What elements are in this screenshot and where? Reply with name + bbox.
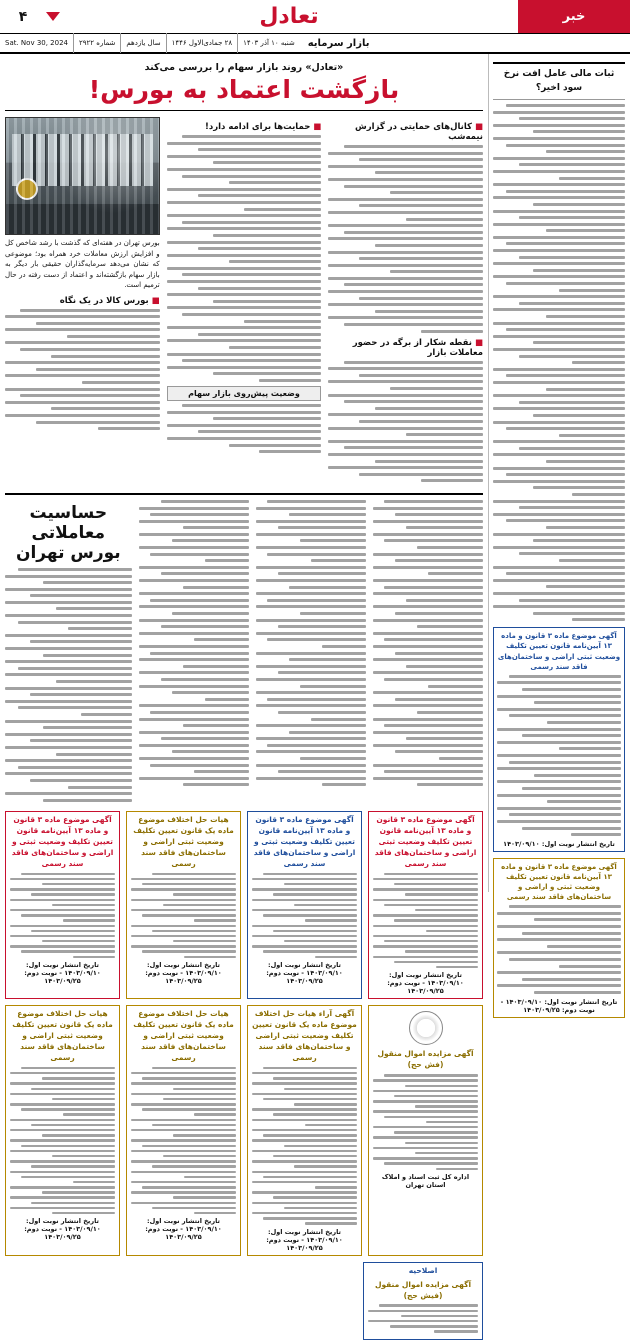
subhead-1: ■ حمایت‌ها برای ادامه دارد! [204, 122, 322, 132]
ad-box-1-footer: تاریخ انتشار نوبت اول: ۱۴۰۳/۰۹/۱۰ - نوبت دوم: ۱۴۰۳/۰۹/۲۵ [387, 971, 464, 996]
section-flag [518, 0, 630, 33]
lead-headline: بازگشت اعتماد به بورس! [88, 75, 400, 104]
lead-article-columns [5, 117, 483, 486]
ad-box-3-footer: تاریخ انتشار نوبت اول: ۱۴۰۳/۰۹/۱۰ - نوبت دوم: ۱۴۰۳/۰۹/۲۵ [145, 961, 222, 986]
lead-photo-caption: بورس تهران در هفته‌ای که گذشت با رشد شاخص کل و افزایش ارزش معاملات خرد همراه بود؛ موضوعی که نشان می‌دهد سرمایه‌گذاران حقیقی بار دیگر به بازار سهام بازگشته‌اند و اعتماد از دست رفته در حال ترمیم است. [4, 239, 160, 289]
section-flag-label: خبر [562, 9, 586, 24]
ad-correction-subtitle: آگهی مزایده اموال منقول (فیش حج) [374, 1279, 472, 1300]
bullet-icon-4: ■ [151, 295, 160, 306]
ads-row-1 [5, 811, 483, 999]
page-body [0, 54, 630, 1300]
lead-photo [5, 117, 160, 235]
middle-article [5, 500, 483, 805]
ad-box-8-title: هیات حل اختلاف موضوع ماده یک قانون تعیین تکلیف وضعیت ثبتی اراضی و ساختمان‌های فاقد سند رسمی [12, 1009, 113, 1062]
masthead-left [0, 0, 60, 33]
masthead-center [60, 0, 518, 33]
masthead [0, 0, 630, 34]
sidebar-headline: ثبات مالی عامل افت نرخ سود اخیر؟ [503, 69, 615, 93]
subhead-4: ■ نقطه شکار از برگه در حضور معاملات بازار [352, 337, 483, 358]
ad-box-5-footer: اداره کل ثبت اسناد و املاک استان تهران [381, 1172, 470, 1189]
main-column [0, 54, 488, 1300]
ad-box-6 [247, 1005, 362, 1255]
ad-box-6-footer: تاریخ انتشار نوبت اول: ۱۴۰۳/۰۹/۱۰ - نوبت دوم: ۱۴۰۳/۰۹/۲۵ [266, 1227, 343, 1252]
ad-box-6-title: آگهی آراء هیات حل اختلاف موضوع ماده یک قانون تعیین تکلیف وضعیت ثبتی اراضی و ساختمان‌های فاقد سند رسمی [252, 1009, 357, 1062]
ad-box-7 [126, 1005, 241, 1255]
ad-box-4-title: آگهی موضوع ماده ۳ قانون و ماده ۱۳ آیین‌نامه قانون تعیین تکلیف وضعیت ثبتی و اراضی و ساختمان‌های فاقد سند رسمی [11, 815, 114, 868]
date-part-2: سال یازدهم [120, 33, 165, 53]
middle-col-1 [373, 500, 483, 805]
middle-article-title: حساسیت معاملاتی بورس تهران [15, 502, 121, 563]
official-seal-icon [409, 1011, 443, 1045]
sidebar-ad-2-title: آگهی موضوع ماده ۳ قانون و ماده ۱۳ آیین‌نامه قانون تعیین تکلیف وضعیت ثبتی و اراضی و ساختمان‌های فاقد سند رسمی [501, 862, 617, 902]
red-triangle-icon [46, 12, 60, 21]
subhead-5: وضعیت پیش‌روی بازار سهام [167, 386, 322, 401]
date-part-1: ۲۸ جمادی‌الاول ۱۴۴۶ [166, 33, 238, 53]
date-part-4: Sat. Nov 30, 2024 [5, 39, 68, 47]
lead-kicker: «تعادل» روند بازار سهام را بررسی می‌کند [144, 62, 344, 73]
lead-col-2 [167, 117, 322, 486]
ad-box-4-footer: تاریخ انتشار نوبت اول: ۱۴۰۳/۰۹/۱۰ - نوبت دوم: ۱۴۰۳/۰۹/۲۵ [24, 961, 101, 986]
sidebar-ad-2 [493, 858, 625, 1018]
ad-box-8-footer: تاریخ انتشار نوبت اول: ۱۴۰۳/۰۹/۱۰ - نوبت دوم: ۱۴۰۳/۰۹/۲۵ [24, 1217, 101, 1242]
ad-box-5 [368, 1005, 483, 1255]
sidebar-ad-title: آگهی موضوع ماده ۳ قانون و ماده ۱۳ آیین‌نامه قانون تعیین تکلیف وضعیت ثبتی اراضی و ساختمان‌های فاقد سند رسمی [497, 632, 621, 671]
subhead-3: ■ کانال‌های حمایتی در گزارش نیمه‌شب [355, 122, 483, 142]
date-part-0: شنبه ۱۰ آذر ۱۴۰۳ [237, 33, 300, 53]
lead-col-1 [328, 117, 483, 486]
bullet-icon-3: ■ [313, 122, 322, 132]
ad-box-5-title: آگهی مزایده اموال منقول (فش حج) [377, 1049, 474, 1070]
middle-col-3 [139, 500, 249, 805]
ad-box-3 [126, 811, 241, 999]
section-title: بازار سرمایه [307, 37, 370, 49]
date-bar [0, 34, 630, 54]
sidebar-ad-footer: تاریخ انتشار نوبت اول: ۱۴۰۳/۰۹/۱۰ [503, 839, 615, 848]
bullet-icon: ■ [474, 122, 483, 132]
sidebar-ad [493, 627, 625, 851]
ad-box-2 [247, 811, 362, 999]
lead-col-3 [5, 117, 160, 486]
ad-box-2-footer: تاریخ انتشار نوبت اول: ۱۴۰۳/۰۹/۱۰ - نوبت دوم: ۱۴۰۳/۰۹/۲۵ [266, 961, 343, 986]
ad-box-4 [5, 811, 120, 999]
ads-row-3 [5, 1262, 483, 1340]
sidebar-text-block-1 [493, 104, 625, 621]
ad-correction-title: اصلاحیه [408, 1265, 438, 1275]
ads-row-2 [5, 1005, 483, 1255]
ad-box-1 [368, 811, 483, 999]
sidebar-ad-2-footer: تاریخ انتشار نوبت اول: ۱۴۰۳/۰۹/۱۰ - نوبت دوم: ۱۴۰۳/۰۹/۲۵ [500, 997, 618, 1014]
ad-box-7-footer: تاریخ انتشار نوبت اول: ۱۴۰۳/۰۹/۱۰ - نوبت دوم: ۱۴۰۳/۰۹/۲۵ [145, 1217, 222, 1242]
ad-box-2-title: آگهی موضوع ماده ۳ قانون و ماده ۱۳ آیین‌نامه قانون تعیین تکلیف وضعیت ثبتی و اراضی و ساختمان‌های فاقد سند رسمی [253, 815, 356, 868]
paper-logo: تعادل [259, 4, 319, 29]
date-part-3: شماره ۲۹۲۲ [73, 33, 120, 53]
sidebar-column [488, 54, 630, 1014]
page-number: ۴ [18, 8, 28, 25]
middle-col-2 [256, 500, 366, 805]
building-logo-icon [16, 178, 38, 200]
ad-box-3-title: هیات حل اختلاف موضوع ماده یک قانون تعیین تکلیف وضعیت ثبتی اراضی و ساختمان‌های فاقد سند رسمی [133, 815, 234, 868]
subhead-2: ■ بورس کالا در یک نگاه [59, 295, 160, 306]
ad-correction [363, 1262, 483, 1340]
ad-box-7-title: هیات حل اختلاف موضوع ماده یک قانون تعیین تکلیف وضعیت ثبتی اراضی و ساختمان‌های فاقد سند رسمی [133, 1009, 234, 1062]
middle-col-4 [5, 500, 132, 805]
ad-box-1-title: آگهی موضوع ماده ۳ قانون و ماده ۱۳ آیین‌نامه قانون تعیین تکلیف وضعیت ثبتی اراضی و ساختمان‌های فاقد سند رسمی [374, 815, 477, 868]
bullet-icon-2: ■ [474, 337, 483, 348]
ad-box-8 [5, 1005, 120, 1255]
